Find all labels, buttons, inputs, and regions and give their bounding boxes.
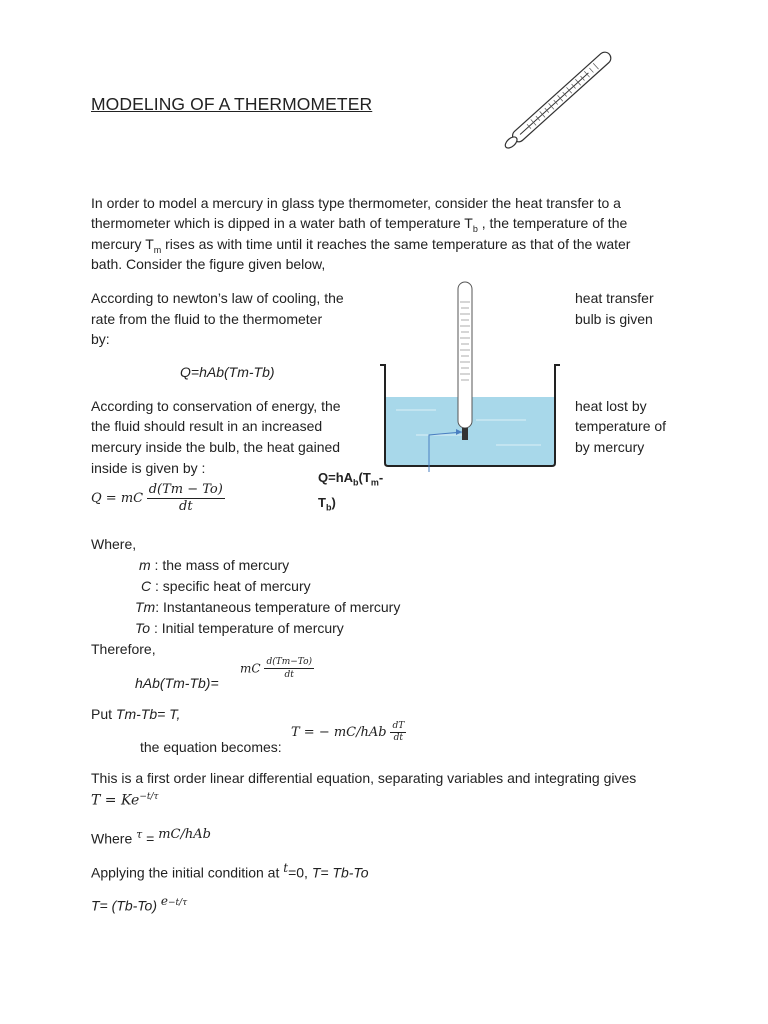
def-m: m : the mass of mercury — [139, 557, 290, 573]
conservation-left-4: inside is given by : — [91, 460, 206, 476]
intro-line-2: thermometer which is dipped in a water bath of temperature $T_b$ , the temperature of the — [91, 215, 628, 234]
first-order-solution: $T = Ke^{-t/\tau}$ — [91, 792, 159, 809]
conservation-right-2: temperature of — [575, 418, 667, 434]
def-tm: Tm: Instantaneous temperature of mercury — [135, 599, 401, 615]
equation-becomes-label: the equation becomes: — [140, 739, 282, 755]
conservation-right-1: heat lost by — [575, 398, 647, 414]
page-title: MODELING OF A THERMOMETER — [91, 94, 373, 114]
conservation-right-3: by mercury — [575, 439, 645, 455]
hab-equation-rhs: mC $\frac{d(Tm-To)}{dt}$ — [240, 657, 313, 680]
hab-equation-lhs: hAb(Tm-Tb)= — [135, 675, 219, 691]
intro-line-4: bath. Consider the figure given below, — [91, 256, 326, 272]
def-to: To : Initial temperature of mercury — [135, 620, 344, 636]
newton-right-2: bulb is given — [575, 311, 653, 327]
conservation-left-1: According to conservation of energy, the — [91, 398, 341, 414]
conservation-left-3: mercury inside the bulb, the heat gained — [91, 439, 341, 455]
first-order-text: This is a first order linear differential equation, separating variables and integrating gives — [91, 770, 637, 786]
conservation-left-2: the fluid should result in an increased — [91, 418, 323, 434]
thermometer-illustration — [495, 38, 615, 168]
final-solution: T= (Tb-To) $^{e-t/\tau}$ — [91, 894, 188, 914]
initial-condition: Applying the initial condition at $^t$=0, T= Tb-To — [91, 861, 369, 881]
def-c: C : specific heat of mercury — [141, 578, 311, 594]
intro-line-3: mercury $T_m$ rises as with time until it reaches the same temperature as that of the water — [91, 236, 631, 255]
newton-right-1: heat transfer — [575, 290, 654, 306]
newton-left-2: rate from the fluid to the thermometer — [91, 311, 323, 327]
newton-left-1: According to newton’s law of cooling, the — [91, 290, 344, 306]
intro-line-1: In order to model a mercury in glass type thermometer, consider the heat transfer to a — [91, 195, 621, 211]
therefore-label: Therefore, — [91, 641, 156, 657]
where-label: Where, — [91, 536, 137, 552]
tau-definition: Where $^\tau$ = $^{mC/hAb}$ — [91, 827, 211, 847]
figure-label-line-1: $Q=hA_b(T_m-$ — [318, 470, 384, 488]
energy-equation: Q = mC $\frac{d(Tm - To)}{dt}$ — [91, 482, 223, 514]
put-equation: T = − mC/hAb $\frac{dT}{dt}$ — [291, 721, 405, 743]
newton-left-3: by: — [91, 331, 110, 347]
figure-label-line-2: $T_b$) — [318, 495, 336, 513]
put-line: Put Tm-Tb= T, — [91, 706, 181, 722]
beaker-figure — [376, 280, 572, 472]
newton-equation: Q=hAb(Tm-Tb) — [180, 364, 275, 380]
